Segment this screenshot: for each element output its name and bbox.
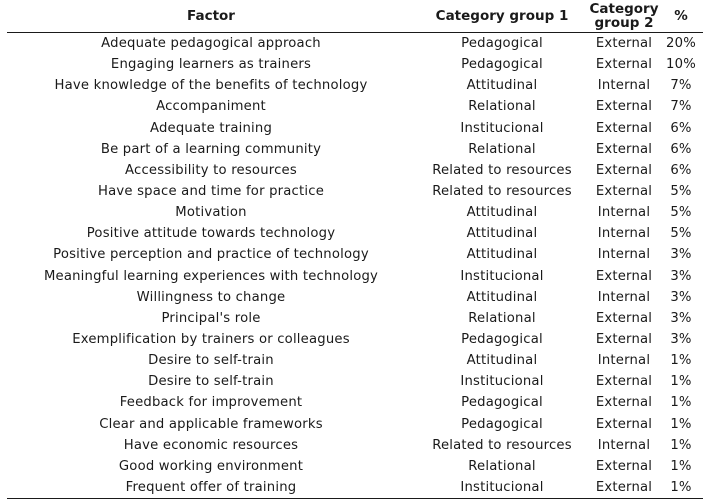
header-row xyxy=(7,0,703,33)
cell-factor: Have space and time for practice xyxy=(97,184,325,200)
table-row xyxy=(7,160,703,181)
cell-factor: Exemplification by trainers or colleagues xyxy=(72,332,350,348)
cell-category-group-1: Institucional xyxy=(460,120,544,136)
cell-factor: Engaging learners as trainers xyxy=(110,57,312,73)
cell-category-group-2: External xyxy=(595,310,653,326)
table-row xyxy=(7,477,703,499)
cell-category-group-1: Institucional xyxy=(460,374,544,390)
cell-category-group-2: Internal xyxy=(597,437,651,453)
cell-factor: Motivation xyxy=(175,205,247,221)
cell-category-group-2: Internal xyxy=(597,247,651,263)
cell-category-group-2: External xyxy=(595,458,653,474)
cell-category-group-1: Attitudinal xyxy=(466,353,538,369)
cell-category-group-2: External xyxy=(595,395,653,411)
cell-category-group-1: Pedagogical xyxy=(461,36,543,52)
cell-category-group-2: Internal xyxy=(597,226,651,242)
cell-factor: Adequate pedagogical approach xyxy=(101,36,321,52)
cell-percent: 1% xyxy=(659,477,703,499)
cell-category-group-2: External xyxy=(595,416,653,432)
table-row xyxy=(7,96,703,117)
cell-factor: Adequate training xyxy=(149,120,273,136)
table-row xyxy=(7,181,703,202)
cell-factor: Be part of a learning community xyxy=(100,141,322,157)
cell-category-group-1: Related to resources xyxy=(432,437,572,453)
cell-category-group-2: External xyxy=(595,374,653,390)
cell-category-group-1: Institucional xyxy=(460,268,544,284)
table-row xyxy=(7,350,703,371)
cell-category-group-2: External xyxy=(589,477,659,499)
cell-percent: 6% xyxy=(670,162,692,178)
table-row xyxy=(7,371,703,392)
factors-table xyxy=(7,0,703,499)
table-row xyxy=(7,223,703,244)
header-percent: % xyxy=(659,0,703,33)
cell-percent: 5% xyxy=(670,205,692,221)
cell-category-group-1: Institucional xyxy=(415,477,589,499)
cell-percent: 1% xyxy=(670,353,692,369)
cell-percent: 1% xyxy=(670,374,692,390)
table-row xyxy=(7,266,703,287)
cell-category-group-2: External xyxy=(595,268,653,284)
cell-percent: 3% xyxy=(670,332,692,348)
table-row xyxy=(7,392,703,413)
cell-category-group-1: Relational xyxy=(468,310,536,326)
table-row xyxy=(7,435,703,456)
cell-category-group-2: External xyxy=(595,99,653,115)
cell-percent: 7% xyxy=(670,78,692,94)
cell-percent: 1% xyxy=(670,395,692,411)
table-header xyxy=(7,0,703,33)
cell-category-group-1: Pedagogical xyxy=(461,57,543,73)
cell-category-group-1: Pedagogical xyxy=(461,332,543,348)
table-row xyxy=(7,287,703,308)
table-row xyxy=(7,244,703,265)
cell-percent: 1% xyxy=(670,458,692,474)
cell-factor: Clear and applicable frameworks xyxy=(99,416,323,432)
cell-factor: Desire to self-train xyxy=(148,374,274,390)
cell-category-group-1: Relational xyxy=(468,99,536,115)
table-row xyxy=(7,329,703,350)
cell-percent: 3% xyxy=(670,310,692,326)
cell-category-group-1: Attitudinal xyxy=(466,78,538,94)
cell-factor: Meaningful learning experiences with technology xyxy=(43,268,379,284)
cell-percent: 3% xyxy=(670,289,692,305)
cell-category-group-2: External xyxy=(595,141,653,157)
cell-category-group-2: External xyxy=(595,184,653,200)
cell-category-group-2: Internal xyxy=(597,289,651,305)
table-row xyxy=(7,54,703,75)
cell-factor: Have economic resources xyxy=(123,437,299,453)
cell-category-group-2: External xyxy=(595,332,653,348)
cell-factor: Accompaniment xyxy=(156,99,266,115)
cell-factor: Positive attitude towards technology xyxy=(86,226,336,242)
cell-category-group-1: Attitudinal xyxy=(466,247,538,263)
cell-category-group-1: Attitudinal xyxy=(466,205,538,221)
cell-category-group-2: Internal xyxy=(597,78,651,94)
table-row xyxy=(7,308,703,329)
cell-percent: 5% xyxy=(670,226,692,242)
cell-percent: 3% xyxy=(670,268,692,284)
table-row xyxy=(7,75,703,96)
cell-percent: 1% xyxy=(670,416,692,432)
cell-percent: 6% xyxy=(670,120,692,136)
cell-category-group-1: Related to resources xyxy=(432,184,572,200)
header-category-group-2: Category group 2 xyxy=(589,1,659,31)
header-category-group-1: Category group 1 xyxy=(415,0,589,33)
cell-percent: 10% xyxy=(666,57,696,73)
cell-category-group-1: Attitudinal xyxy=(466,226,538,242)
cell-factor: Accessibility to resources xyxy=(125,162,297,178)
cell-category-group-2: Internal xyxy=(597,353,651,369)
cell-factor: Positive perception and practice of technology xyxy=(53,247,369,263)
table-row xyxy=(7,118,703,139)
cell-factor: Frequent offer of training xyxy=(7,477,415,499)
cell-factor: Good working environment xyxy=(118,458,304,474)
header-factor: Factor xyxy=(7,0,415,33)
cell-category-group-1: Related to resources xyxy=(432,162,572,178)
cell-category-group-1: Pedagogical xyxy=(461,416,543,432)
cell-percent: 6% xyxy=(670,141,692,157)
cell-factor: Principal's role xyxy=(161,310,261,326)
cell-category-group-2: External xyxy=(595,57,653,73)
table-row xyxy=(7,33,703,55)
cell-category-group-1: Relational xyxy=(468,141,536,157)
cell-percent: 20% xyxy=(666,36,696,52)
cell-category-group-1: Relational xyxy=(468,458,536,474)
table-row xyxy=(7,414,703,435)
table-body xyxy=(7,33,703,499)
table-row xyxy=(7,456,703,477)
cell-category-group-2: External xyxy=(595,162,653,178)
table-row xyxy=(7,202,703,223)
cell-factor: Desire to self-train xyxy=(148,353,274,369)
cell-category-group-2: External xyxy=(595,120,653,136)
cell-percent: 1% xyxy=(670,437,692,453)
cell-category-group-1: Pedagogical xyxy=(461,395,543,411)
cell-percent: 7% xyxy=(670,99,692,115)
cell-factor: Have knowledge of the benefits of technology xyxy=(54,78,368,94)
cell-percent: 3% xyxy=(670,247,692,263)
cell-category-group-2: Internal xyxy=(597,205,651,221)
cell-factor: Willingness to change xyxy=(136,289,286,305)
cell-percent: 5% xyxy=(670,184,692,200)
table-row xyxy=(7,139,703,160)
cell-factor: Feedback for improvement xyxy=(119,395,303,411)
cell-category-group-1: Attitudinal xyxy=(466,289,538,305)
cell-category-group-2: External xyxy=(595,36,653,52)
